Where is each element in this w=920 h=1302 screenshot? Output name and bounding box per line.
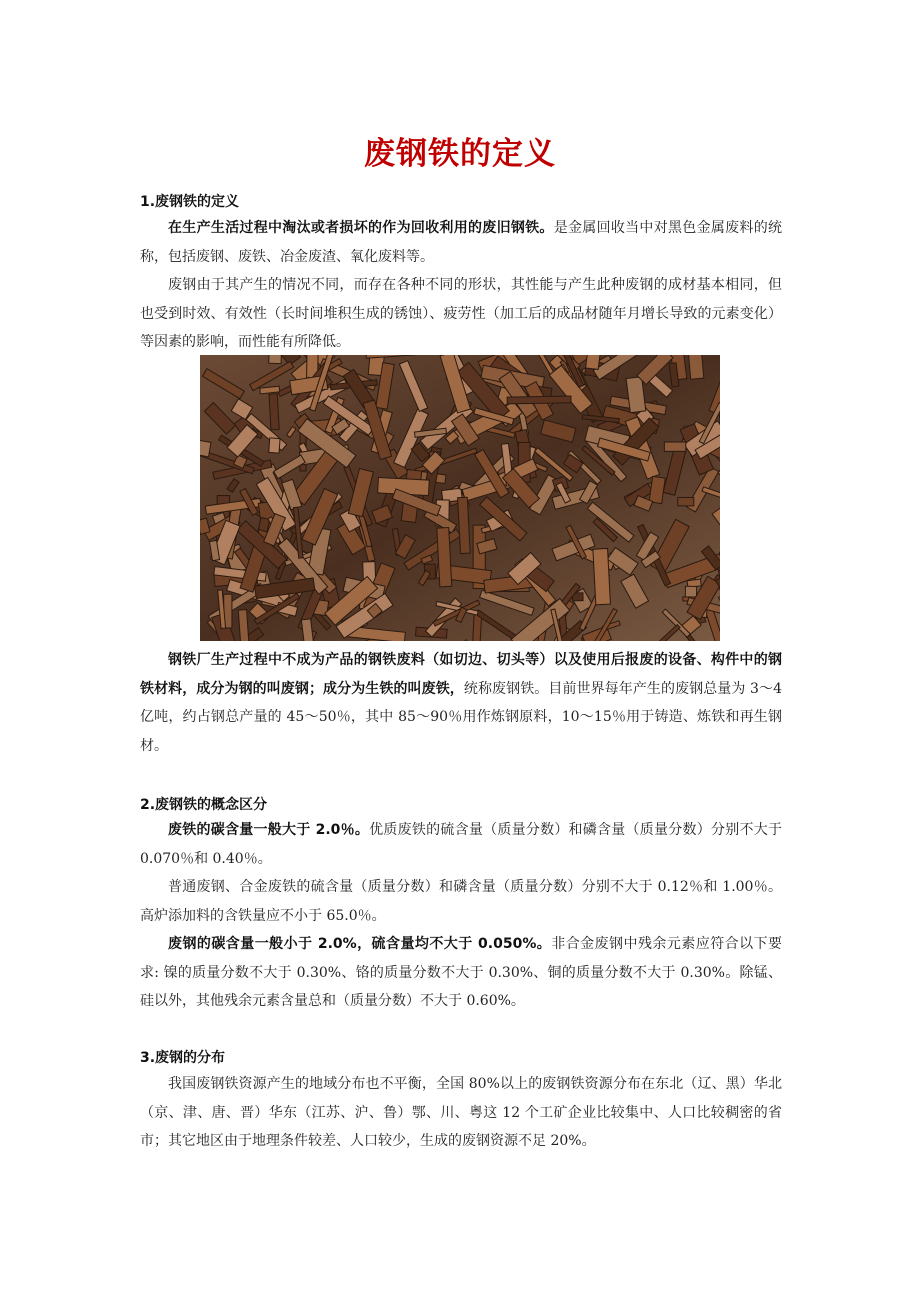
section-1-p3-text: 统称废钢铁。目前世界每年产生的废钢总量为 3～4 亿吨，约占钢总产量的 45～50％，其中 85～90％用作炼钢原料，10～15％用于铸造、炼铁和再生钢材。 — [140, 680, 783, 754]
section-2-paragraph-1 — [140, 816, 782, 873]
section-3-paragraph-1 — [140, 1070, 782, 1156]
section-1-p2-text: 废钢由于其产生的情况不同，而存在各种不同的形状，其性能与产生此种废钢的成材基本相同，但也受到时效、有效性（长时间堆积生成的锈蚀）、疲劳性（加工后的成品材随年月增长导致的元素变化）等因素的影响，而性能有所降低。 — [140, 277, 782, 350]
section-2-p3-bold: 废钢的碳含量一般小于 2.0%，硫含量均不大于 0.050%。 — [168, 936, 552, 952]
section-1-p1-text: 是金属回收当中对黑色金属废料的统称，包括废钢、废铁、冶金废渣、氧化废料等。 — [140, 220, 783, 265]
section-2-p3-text: 非合金废钢中残余元素应符合以下要求: 镍的质量分数不大于 0.30%、铬的质量分数不大于 0.30%、铜的质量分数不大于 0.30%。除锰、硅以外，其他残余元素含量总和（质量分数）不大于 0.60%。 — [140, 936, 783, 1009]
scrap-piece — [685, 586, 696, 598]
section-2-heading: 2.废钢铁的概念区分 — [140, 797, 268, 813]
section-1-p3-bold: 钢铁厂生产过程中不成为产品的钢铁废料（如切边、切头等）以及使用后报废的设备、构件中的钢铁材料，成分为钢的叫废钢；成分为生铁的叫废铁， — [140, 652, 782, 697]
scrap-piece — [269, 438, 280, 453]
scrap-piece — [586, 355, 601, 369]
section-2-paragraph-2 — [140, 873, 782, 930]
section-2-p1-bold: 废铁的碳含量一般大于 2.0％。 — [168, 822, 370, 838]
section-2-paragraph-3 — [140, 930, 782, 1016]
scrap-piece — [269, 394, 279, 430]
scrap-piece — [437, 527, 452, 586]
scrap-piece — [200, 440, 211, 457]
section-2-p1-text: 优质废铁的硫含量（质量分数）和磷含量（质量分数）分别不大于 0.070％和 0.40％。 — [140, 822, 782, 867]
scrap-piece — [507, 396, 571, 404]
section-2-p2-text: 普通废钢、合金废铁的硫含量（质量分数）和磷含量（质量分数）分别不大于 0.12％和 1.00％。高炉添加料的含铁量应不小于 65.0％。 — [140, 879, 782, 924]
scrap-piece — [269, 355, 282, 364]
section-1-paragraph-2 — [140, 271, 782, 357]
section-1-paragraph-3 — [140, 646, 782, 760]
section-1-paragraph-1 — [140, 214, 782, 271]
scrap-piece — [593, 548, 611, 604]
scrap-piece — [678, 497, 694, 505]
scrap-piece — [664, 442, 685, 451]
document-title: 废钢铁的定义 — [364, 136, 556, 172]
section-1-p1-bold: 在生产生活过程中淘汰或者损坏的作为回收利用的废旧钢铁。 — [168, 220, 554, 236]
section-3-p1-text: 我国废钢铁资源产生的地域分布也不平衡，全国 80%以上的废钢铁资源分布在东北（辽、黑）华北（京、津、唐、晋）华东（江苏、沪、鲁）鄂、川、粤这 12 个工矿企业比较集中、人口比较稠密的省市；其它地区由于地理条件较差、人口较少，生成的废钢资源不足 20%。 — [140, 1076, 782, 1149]
scrap-steel-pile-photo — [200, 355, 720, 641]
section-3-heading: 3.废钢的分布 — [140, 1050, 226, 1066]
section-1-heading: 1.废钢铁的定义 — [140, 194, 240, 210]
